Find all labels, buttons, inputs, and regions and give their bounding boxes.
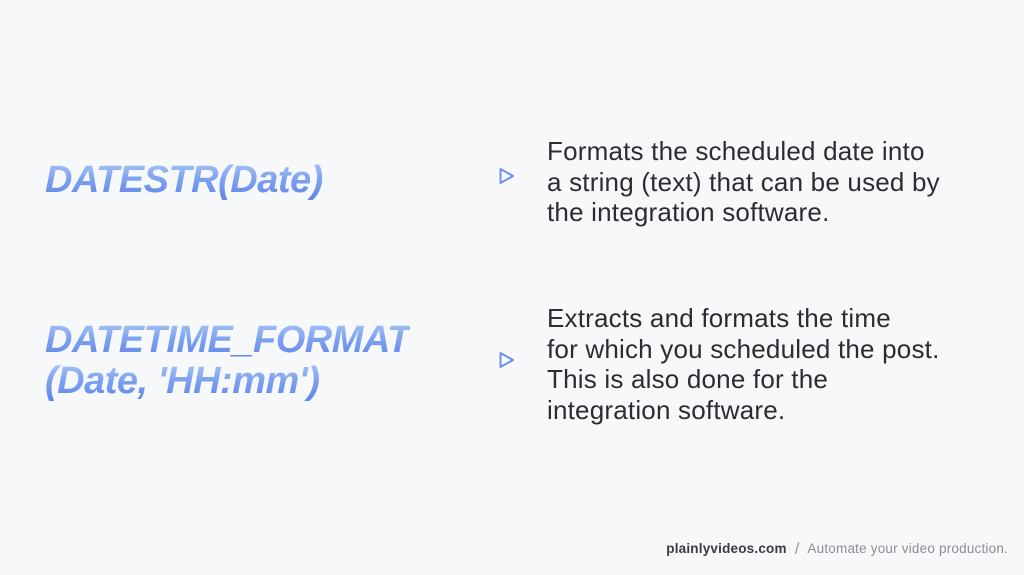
slash-separator: / xyxy=(794,539,800,558)
function-name-datestr xyxy=(45,160,323,201)
footer xyxy=(666,540,1008,557)
code-line: DATETIME_FORMAT xyxy=(45,319,410,361)
function-description xyxy=(547,136,940,228)
description-line: This is also done for the xyxy=(547,364,829,394)
description-line: integration software. xyxy=(547,394,786,425)
arrow-right-icon xyxy=(449,166,515,186)
description-line: Formats the scheduled date into xyxy=(547,136,925,166)
function-name-datetime-format xyxy=(45,320,410,402)
code-line: (Date, 'HH:mm') xyxy=(45,361,410,402)
description-line: Extracts and formats the time xyxy=(547,303,891,333)
code-line: DATESTR(Date) xyxy=(45,159,323,201)
description-line: a string (text) that can be used by xyxy=(547,166,940,197)
description-line: for which you scheduled the post. xyxy=(547,333,940,364)
brand-text: plainlyvideos.com xyxy=(666,541,787,556)
tagline-text: Automate your video production. xyxy=(807,541,1008,556)
function-description xyxy=(547,303,940,425)
arrow-right-icon xyxy=(449,350,515,370)
description-line: the integration software. xyxy=(547,197,830,227)
